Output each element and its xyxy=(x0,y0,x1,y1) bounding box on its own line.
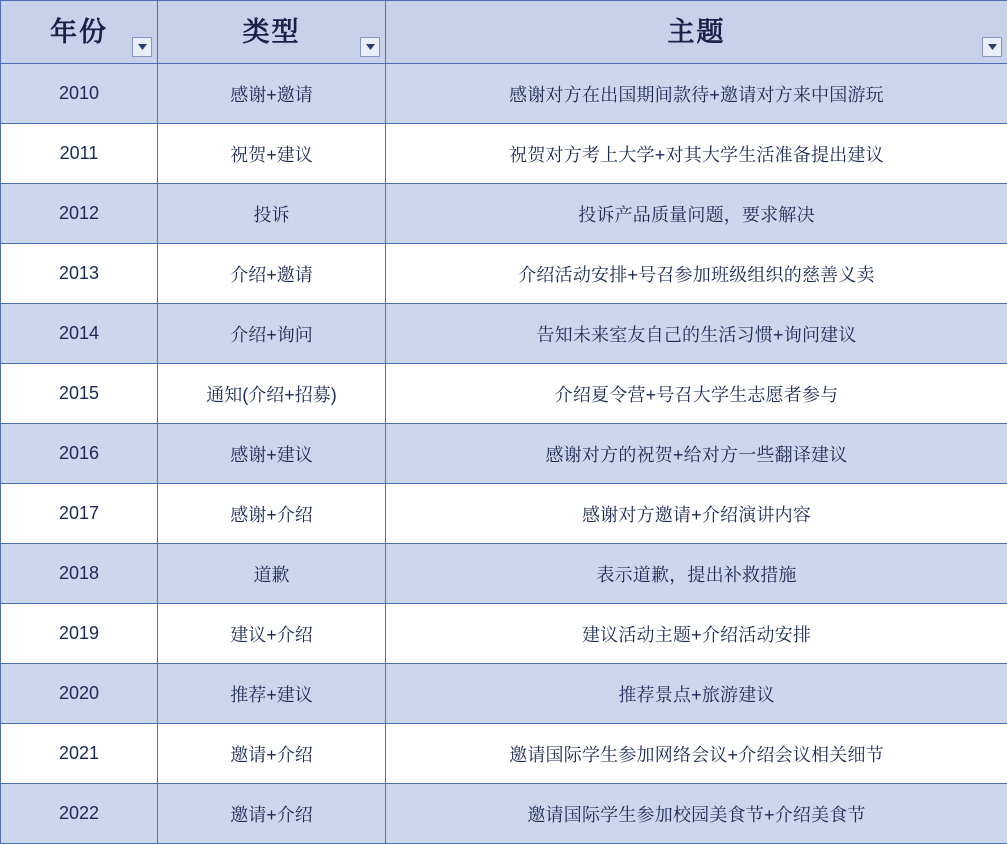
cell-type: 感谢+建议 xyxy=(158,424,386,484)
chevron-down-icon[interactable] xyxy=(982,37,1002,57)
table-row xyxy=(1,784,1007,844)
cell-type: 感谢+介绍 xyxy=(158,484,386,544)
column-header-type-label: 类型 xyxy=(158,1,385,63)
table-row xyxy=(1,124,1007,184)
cell-year: 2010 xyxy=(1,64,158,124)
cell-topic: 表示道歉，提出补救措施 xyxy=(386,544,1007,604)
cell-type: 建议+介绍 xyxy=(158,604,386,664)
column-header-year xyxy=(1,1,158,64)
cell-year: 2020 xyxy=(1,664,158,724)
cell-year: 2017 xyxy=(1,484,158,544)
cell-topic: 感谢对方在出国期间款待+邀请对方来中国游玩 xyxy=(386,64,1007,124)
cell-type: 介绍+询问 xyxy=(158,304,386,364)
cell-type: 邀请+介绍 xyxy=(158,724,386,784)
table-header-row xyxy=(1,1,1007,64)
chevron-down-icon[interactable] xyxy=(132,37,152,57)
cell-topic: 建议活动主题+介绍活动安排 xyxy=(386,604,1007,664)
table-row xyxy=(1,664,1007,724)
cell-topic: 感谢对方邀请+介绍演讲内容 xyxy=(386,484,1007,544)
column-header-topic-label: 主题 xyxy=(386,1,1007,63)
cell-topic: 祝贺对方考上大学+对其大学生活准备提出建议 xyxy=(386,124,1007,184)
cell-topic: 告知未来室友自己的生活习惯+询问建议 xyxy=(386,304,1007,364)
cell-topic: 邀请国际学生参加校园美食节+介绍美食节 xyxy=(386,784,1007,844)
cell-type: 介绍+邀请 xyxy=(158,244,386,304)
cell-year: 2015 xyxy=(1,364,158,424)
table-row xyxy=(1,244,1007,304)
table-row xyxy=(1,484,1007,544)
column-header-topic xyxy=(386,1,1007,64)
cell-topic: 介绍活动安排+号召参加班级组织的慈善义卖 xyxy=(386,244,1007,304)
cell-type: 推荐+建议 xyxy=(158,664,386,724)
table-row xyxy=(1,184,1007,244)
table-row xyxy=(1,304,1007,364)
cell-year: 2011 xyxy=(1,124,158,184)
cell-topic: 介绍夏令营+号召大学生志愿者参与 xyxy=(386,364,1007,424)
cell-type: 感谢+邀请 xyxy=(158,64,386,124)
cell-type: 通知(介绍+招募) xyxy=(158,364,386,424)
cell-type: 道歉 xyxy=(158,544,386,604)
cell-type: 祝贺+建议 xyxy=(158,124,386,184)
table-row xyxy=(1,364,1007,424)
table-row xyxy=(1,64,1007,124)
cell-topic: 推荐景点+旅游建议 xyxy=(386,664,1007,724)
cell-topic: 感谢对方的祝贺+给对方一些翻译建议 xyxy=(386,424,1007,484)
cell-year: 2019 xyxy=(1,604,158,664)
cell-year: 2016 xyxy=(1,424,158,484)
table-row xyxy=(1,604,1007,664)
table-row xyxy=(1,724,1007,784)
cell-topic: 邀请国际学生参加网络会议+介绍会议相关细节 xyxy=(386,724,1007,784)
cell-year: 2012 xyxy=(1,184,158,244)
cell-year: 2014 xyxy=(1,304,158,364)
table-row xyxy=(1,544,1007,604)
chevron-down-icon[interactable] xyxy=(360,37,380,57)
column-header-year-label: 年份 xyxy=(1,1,157,63)
cell-year: 2018 xyxy=(1,544,158,604)
table-row xyxy=(1,424,1007,484)
cell-topic: 投诉产品质量问题，要求解决 xyxy=(386,184,1007,244)
cell-year: 2021 xyxy=(1,724,158,784)
cell-year: 2013 xyxy=(1,244,158,304)
column-header-type xyxy=(158,1,386,64)
cell-type: 邀请+介绍 xyxy=(158,784,386,844)
cell-year: 2022 xyxy=(1,784,158,844)
cell-type: 投诉 xyxy=(158,184,386,244)
